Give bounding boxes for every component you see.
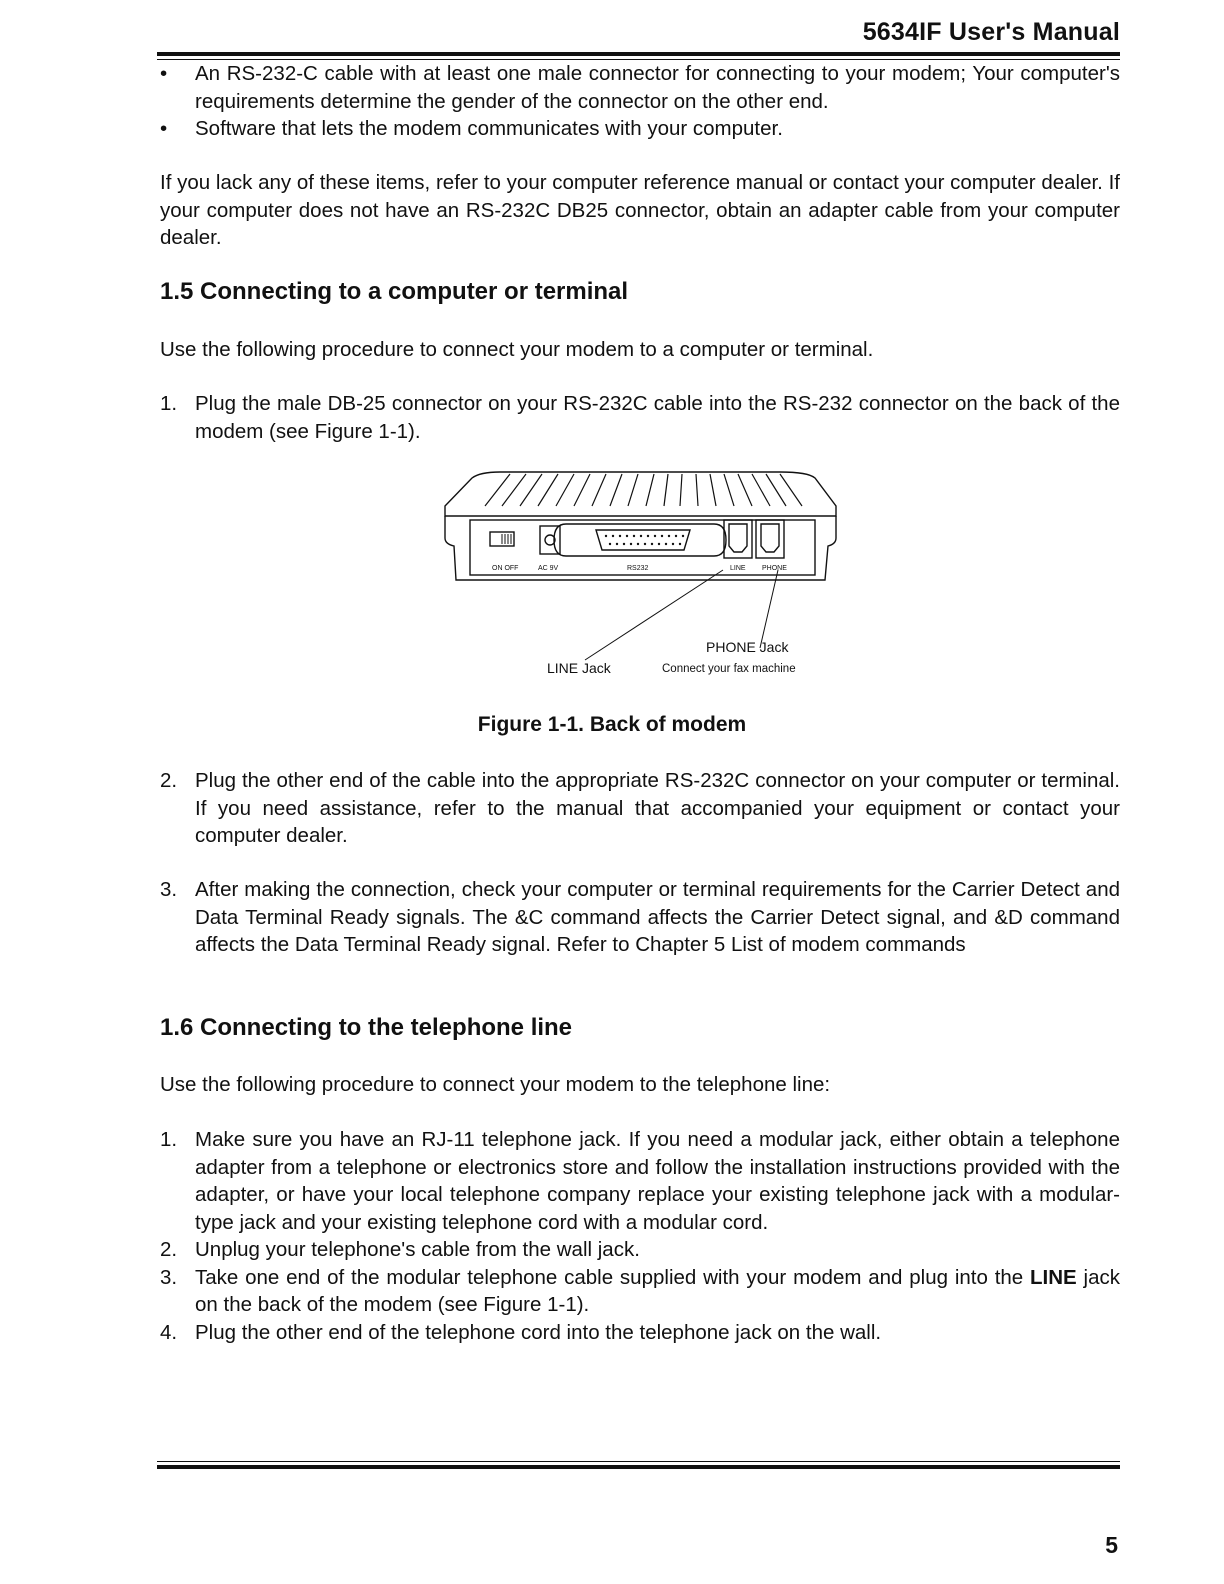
figure-caption: Figure 1-1. Back of modem [477,713,747,736]
step-number: 4. [160,1320,178,1344]
label-ac: AC 9V [538,565,559,572]
list-item [160,1264,1120,1319]
modem-ribs [485,474,802,506]
label-line: LINE [730,565,746,572]
step-number: 3. [160,1265,178,1289]
rs232-pin-block [596,530,690,550]
header-title: 5634IF User's Manual [862,18,1120,46]
section-heading-1-6: 1.6 Connecting to the telephone line [160,1014,573,1041]
list-item [160,1126,1120,1236]
list-item [160,1319,1120,1347]
step-text: Plug the other end of the cable into the appropriate RS-232C connector on your computer or terminal. If you need assistance, refer to the manual that accompanied your equipment or contact your computer dealer. [195,769,1120,847]
bullet-item [160,60,1120,115]
step-number: 1. [160,392,178,415]
list-item [160,390,1120,445]
step-number: 3. [160,878,178,901]
list-item [160,1236,1120,1264]
section-1-5-intro: Use the following procedure to connect your modem to a computer or terminal. [160,338,874,361]
modem-back-figure [440,460,840,680]
footer-rule-thin [157,1461,1120,1462]
label-phone: PHONE [762,565,787,572]
section-1-6-intro: Use the following procedure to connect your modem to the telephone line: [160,1073,831,1096]
modem-casing-top [445,472,836,516]
step-text-before: Take one end of the modular telephone cable supplied with your modem and plug into the [195,1265,1031,1289]
bullet-item [160,115,1120,143]
line-emphasis: LINE [1030,1265,1077,1289]
section-1-5-step-2 [160,767,1120,850]
section-1-5-step-1 [160,390,1120,445]
rs232-connector [554,524,726,556]
bullet-text: An RS-232-C cable with at least one male connector for connecting to your modem; Your computer's requirements determine the gender of the connector on the other end. [195,62,1120,113]
label-on-off: ON OFF [492,565,519,572]
step-text: Make sure you have an RJ-11 telephone jack. If you need a modular jack, either obtain a telephone adapter from a telephone or electronics store and follow the installation instructions provided with the adapter, or have your local telephone company replace your existing telephone jack with a modular-type jack and your existing telephone cord with a modular cord. [195,1128,1120,1234]
section-1-6-steps [160,1126,1120,1346]
intro-paragraph: If you lack any of these items, refer to your computer reference manual or contact your computer dealer. If your computer does not have an RS-232C DB25 connector, obtain an adapter cable from your computer dealer. [160,171,1120,249]
phone-jack-callout-line [760,570,778,648]
header-rule-thick [157,52,1120,56]
step-text: After making the connection, check your computer or terminal requirements for the Carrier Detect and Data Terminal Ready signals. The &C command affects the Carrier Detect signal, and &D command affects the Data Terminal Ready signal. Refer to Chapter 5 List of modem commands [195,878,1120,956]
step-text: Unplug your telephone's cable from the wall jack. [195,1238,640,1261]
section-heading-1-5: 1.5 Connecting to a computer or terminal [160,278,629,305]
step-number: 1. [160,1128,178,1151]
line-jack-callout-line [585,570,723,660]
intro-bullets [160,60,1120,143]
list-item [160,767,1120,850]
line-jack-callout: LINE Jack [547,660,611,676]
page-number: 5 [1105,1532,1118,1558]
bullet-text: Software that lets the modem communicates with your computer. [195,117,783,140]
footer-rule-thick [157,1465,1120,1469]
rs232-pins [605,535,684,545]
phone-jack-callout-sub: Connect your fax machine [662,663,796,675]
step-number: 2. [160,1238,178,1261]
phone-jack-callout: PHONE Jack [706,639,789,655]
step-text: Plug the male DB-25 connector on your RS-232C cable into the RS-232 connector on the back of the modem (see Figure 1-1). [195,392,1120,443]
step-number: 2. [160,769,178,792]
step-text: Plug the other end of the telephone cord into the telephone jack on the wall. [195,1320,882,1344]
ac-power-jack [540,526,560,554]
step-text-after: jack on the back of the modem (see Figure 1-1). [195,1265,1120,1316]
label-rs232: RS232 [627,565,649,572]
section-1-5-step-3 [160,876,1120,959]
list-item [160,876,1120,959]
